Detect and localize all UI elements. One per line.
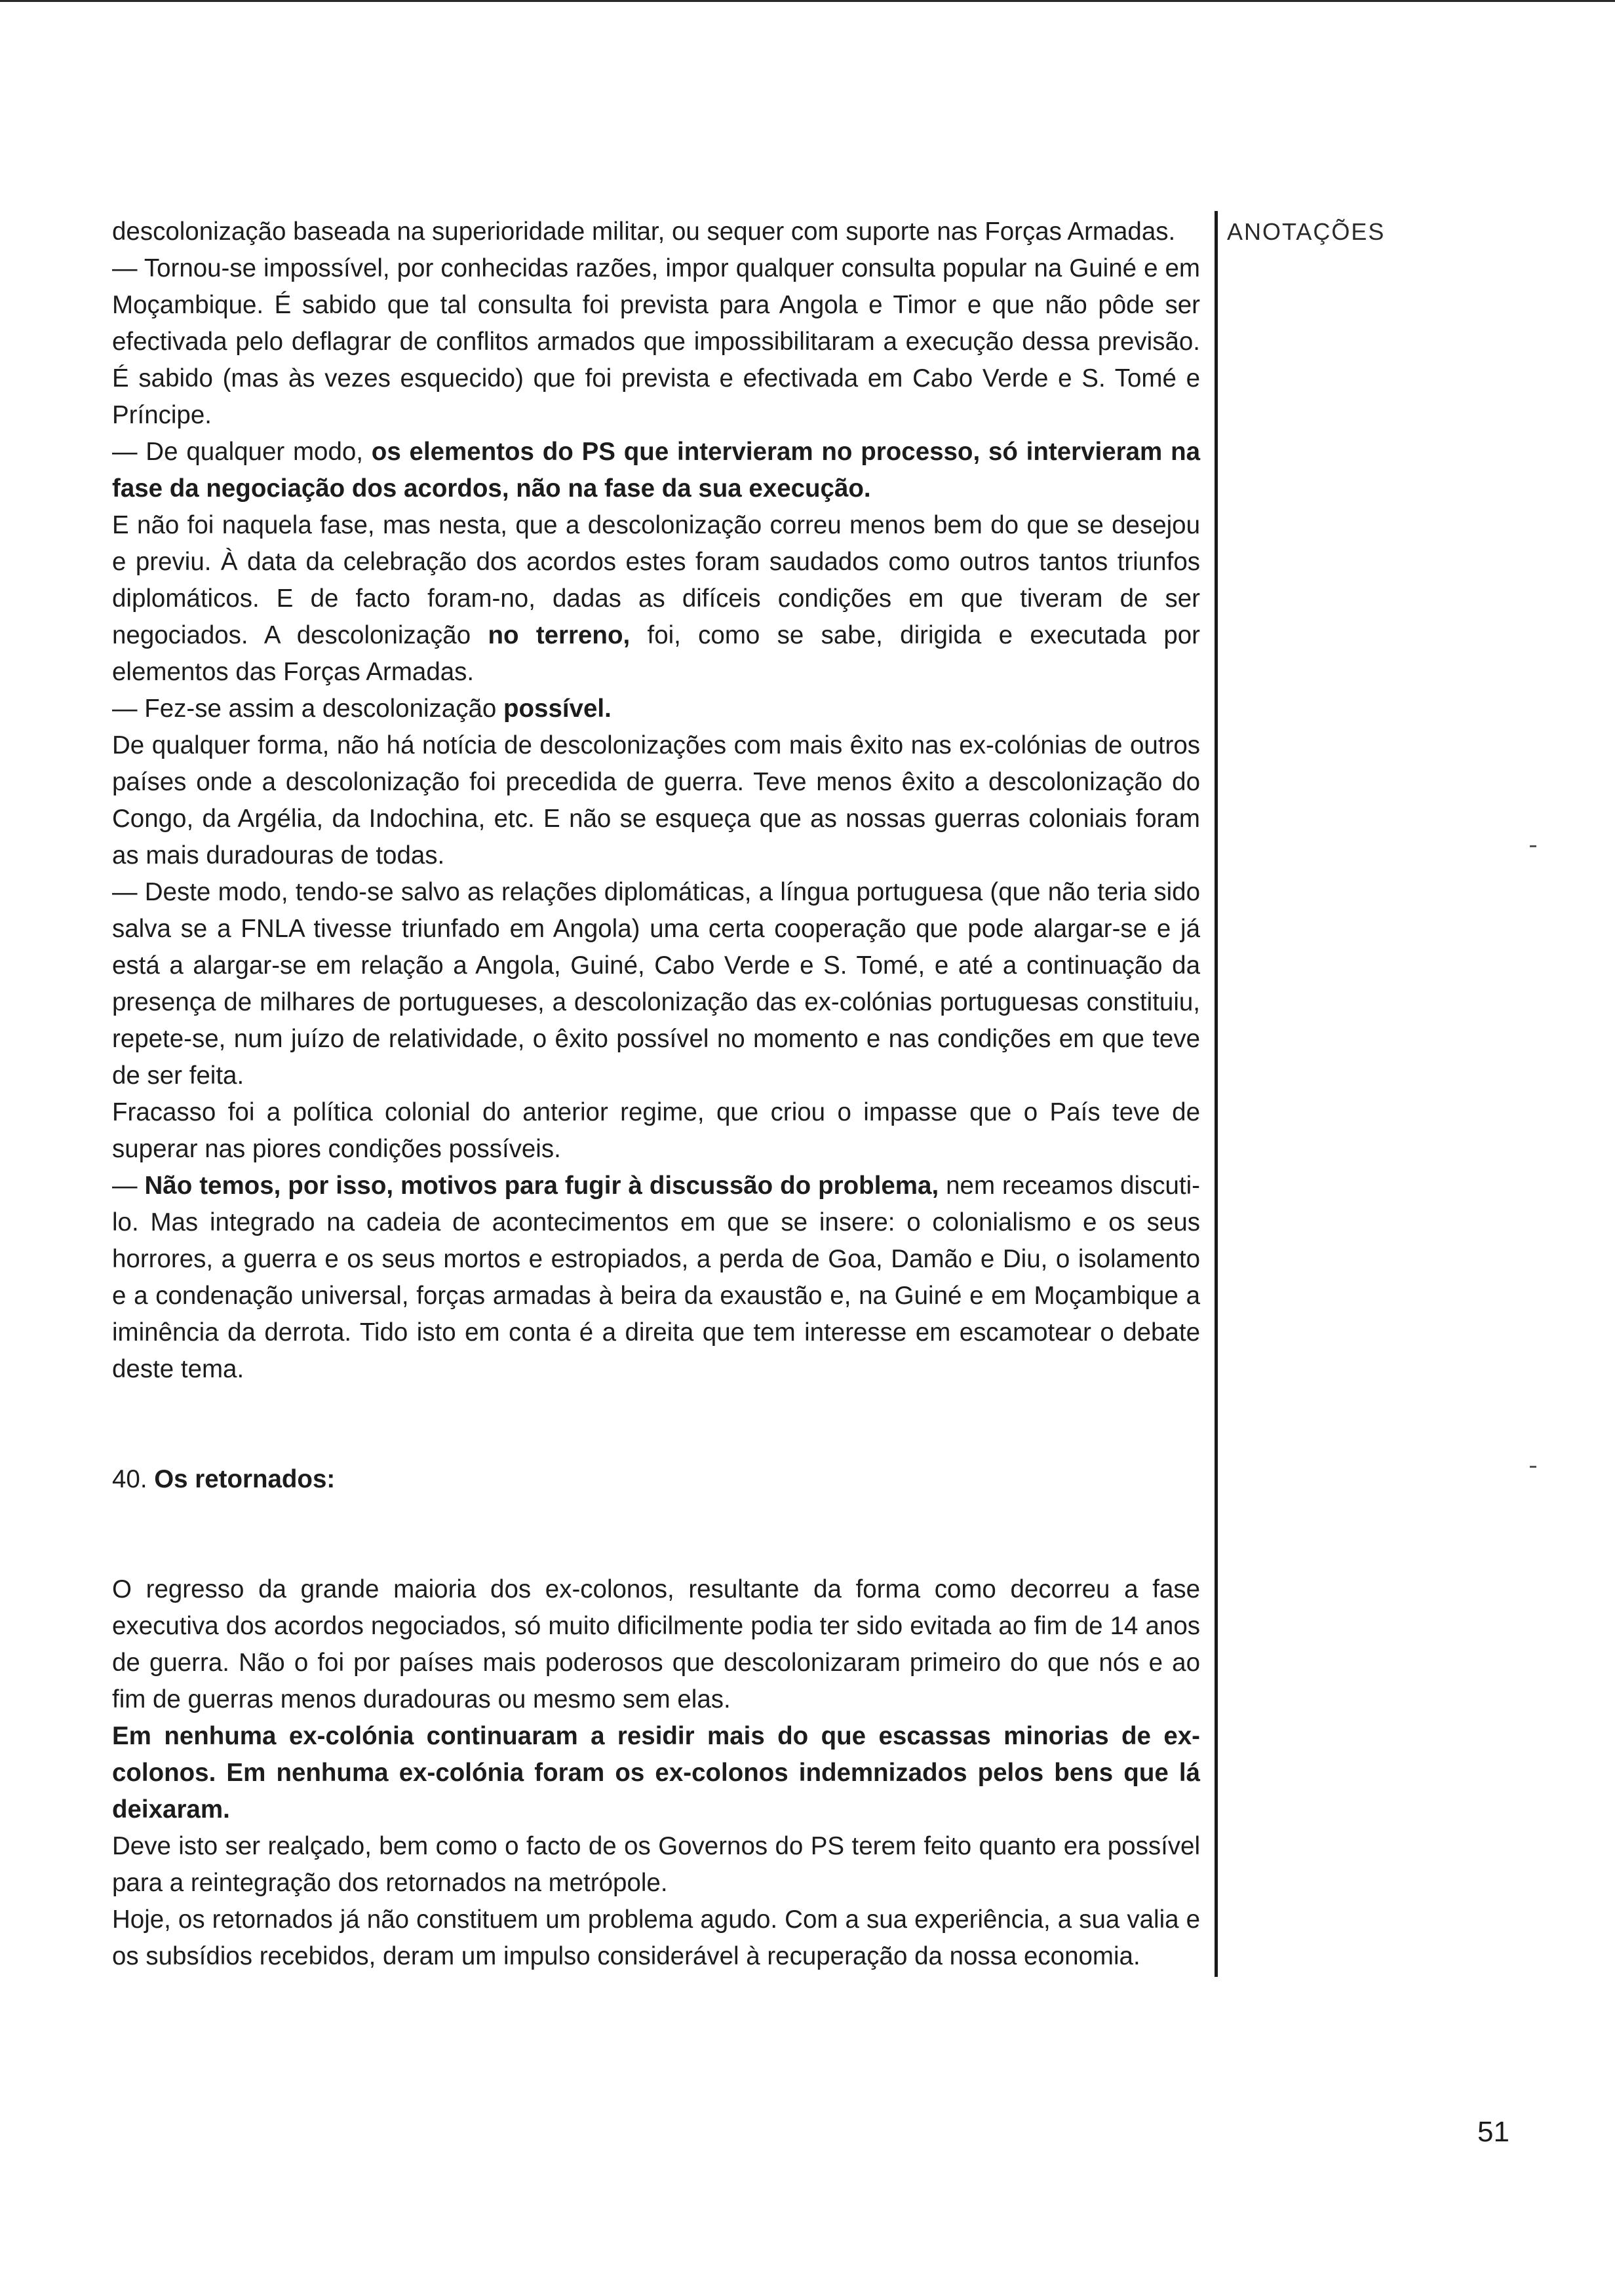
text-segment: Fracasso foi a política colonial do anterior regime, que criou o impasse que o País teve de superar nas piores condições possíveis. [112, 1098, 1200, 1163]
text-segment: — [112, 1172, 145, 1200]
bold-text-segment: Os retornados: [154, 1465, 336, 1493]
text-segment: O regresso da grande maioria dos ex-colonos, resultante da forma como decorreu a fase executiva dos acordos negociados, só muito dificilmente podia ter sido evitada ao fim de 14 anos de guerra. Não o foi por países mais poderosos que descolonizaram primeiro do que nós e ao fim de guerras menos duradouras ou mesmo sem elas. [112, 1575, 1200, 1713]
paragraph [112, 1828, 1200, 1902]
page-number: 51 [1477, 2116, 1509, 2148]
paragraph [112, 727, 1200, 874]
paragraph [112, 1718, 1200, 1828]
text-segment: 40. [112, 1465, 155, 1493]
top-edge-line [0, 0, 1615, 2]
paragraph [112, 434, 1200, 507]
paragraph [112, 250, 1200, 434]
text-segment: E não foi naquela fase, mas nesta, que a descolonização correu menos bem do que se desejou e previu. À data da celebração dos acordos estes foram saudados como outros tantos triunfos diplomáticos. E de facto foram-no, dadas as difíceis condições em que tiveram de ser negociados. A descolonização [112, 511, 1200, 649]
bold-text-segment: possível. [503, 695, 612, 723]
bold-text-segment: os elementos do PS que intervieram no processo, só intervieram na fase da negociação dos acordos, não na fase da sua execução. [112, 438, 1200, 503]
body-text-column [112, 214, 1200, 1975]
text-segment: — Fez-se assim a descolonização [112, 695, 503, 723]
paragraph [112, 1571, 1200, 1718]
text-segment: foi, como se sabe, dirigida e executada por elementos das Forças Armadas. [112, 621, 1200, 686]
paragraph [112, 874, 1200, 1094]
paragraph [112, 507, 1200, 691]
paragraph [112, 1094, 1200, 1168]
text-segment: nem receamos discuti-lo. Mas integrado na cadeia de acontecimentos em que se insere: o colonialismo e os seus horrores, a guerra e os seus mortos e estropiados, a perda de Goa, Damão e Diu, o isolamento e a condenação universal, forças armadas à beira da exaustão e, na Guiné e em Moçambique a iminência da derrota. Tido isto em conta é a direita que tem interesse em escamotear o debate deste tema. [112, 1172, 1200, 1383]
paragraph [112, 1902, 1200, 1975]
bold-text-segment: Não temos, por isso, motivos para fugir à discussão do problema, [144, 1172, 939, 1200]
scan-speck [1530, 845, 1536, 847]
text-segment: Deve isto ser realçado, bem como o facto de os Governos do PS terem feito quanto era possível para a reintegração dos retornados na metrópole. [112, 1832, 1200, 1897]
paragraph [112, 691, 1200, 727]
text-segment: De qualquer forma, não há notícia de descolonizações com mais êxito nas ex-colónias de outros países onde a descolonização foi precedida de guerra. Teve menos êxito a descolonização do Congo, da Argélia, da Indochina, etc. E não se esqueça que as nossas guerras coloniais foram as mais duradouras de todas. [112, 731, 1200, 870]
paragraph [112, 214, 1200, 250]
paragraph [112, 1168, 1200, 1388]
text-segment: — De qualquer modo, [112, 438, 372, 466]
text-segment: — Deste modo, tendo-se salvo as relações diplomáticas, a língua portuguesa (que não teria sido salva se a FNLA tivesse triunfado em Angola) uma certa cooperação que pode alargar-se e já está a alargar-se em relação a Angola, Guiné, Cabo Verde e S. Tomé, e até a continuação da presença de milhares de portugueses, a descolonização das ex-colónias portuguesas constituiu, repete-se, num juízo de relatividade, o êxito possível no momento e nas condições em que teve de ser feita. [112, 878, 1200, 1090]
section-heading [112, 1461, 1200, 1498]
annotations-margin-label: ANOTAÇÕES [1227, 218, 1386, 245]
margin-divider-rule [1215, 211, 1218, 1977]
text-segment: descolonização baseada na superioridade militar, ou sequer com suporte nas Forças Armadas. [112, 218, 1176, 246]
bold-text-segment: Em nenhuma ex-colónia continuaram a residir mais do que escassas minorias de ex-colonos. Em nenhuma ex-colónia foram os ex-colonos indemnizados pelos bens que lá deixaram. [112, 1722, 1200, 1824]
bold-text-segment: no terreno, [488, 621, 631, 649]
text-segment: Hoje, os retornados já não constituem um problema agudo. Com a sua experiência, a sua valia e os subsídios recebidos, deram um impulso considerável à recuperação da nossa economia. [112, 1905, 1200, 1970]
text-segment: — Tornou-se impossível, por conhecidas razões, impor qualquer consulta popular na Guiné e em Moçambique. É sabido que tal consulta foi prevista para Angola e Timor e que não pôde ser efectivada pelo deflagrar de conflitos armados que impossibilitaram a execução dessa previsão. É sabido (mas às vezes esquecido) que foi prevista e efectivada em Cabo Verde e S. Tomé e Príncipe. [112, 254, 1200, 429]
scan-speck [1530, 1466, 1536, 1468]
